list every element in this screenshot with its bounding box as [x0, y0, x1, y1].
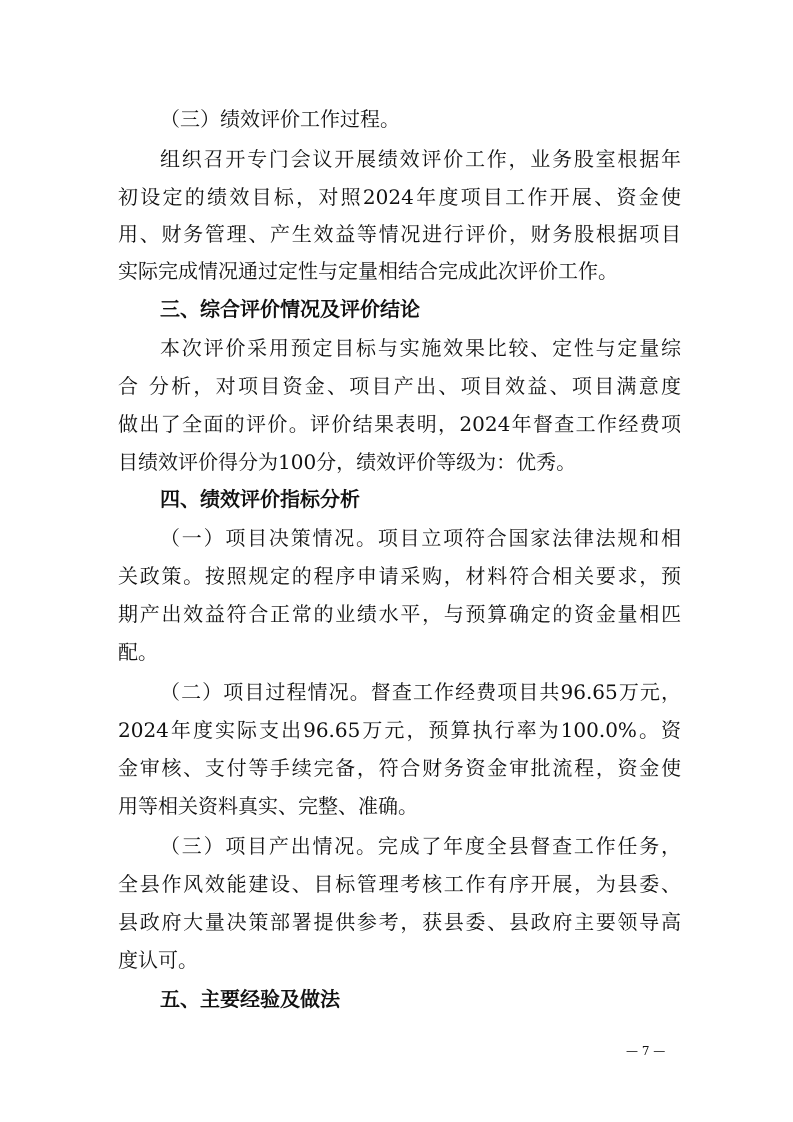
section-heading-3: 三、综合评价情况及评价结论 [160, 297, 420, 321]
paragraph-line: 组织召开专门会议开展绩效评价工作，业务股室根据年 [160, 147, 681, 171]
paragraph-line: 度认可。 [118, 948, 198, 972]
subheading-evaluation-process: （三）绩效评价工作过程。 [160, 107, 400, 131]
paragraph-line: 关政策。按照规定的程序申请采购，材料符合相关要求，预 [118, 564, 681, 588]
section-heading-4: 四、绩效评价指标分析 [160, 487, 360, 511]
paragraph-line: （一）项目决策情况。项目立项符合国家法律法规和相 [160, 526, 681, 550]
paragraph-line: （三）项目产出情况。完成了年度全县督查工作任务， [160, 834, 681, 858]
paragraph-line: 目绩效评价得分为100分，绩效评价等级为：优秀。 [118, 450, 577, 474]
paragraph-line: 实际完成情况通过定性与定量相结合完成此次评价工作。 [118, 259, 618, 283]
section-heading-5: 五、主要经验及做法 [160, 987, 340, 1011]
page-number: — 7 — [626, 1044, 666, 1058]
paragraph-line: （二）项目过程情况。督查工作经费项目共96.65万元， [160, 680, 681, 704]
paragraph-line: 县政府大量决策部署提供参考，获县委、县政府主要领导高 [118, 910, 681, 934]
paragraph-line: 2024年度实际支出96.65万元，预算执行率为100.0%。资 [118, 718, 681, 742]
paragraph-line: 做出了全面的评价。评价结果表明，2024年督查工作经费项 [118, 412, 681, 436]
paragraph-line: 本次评价采用预定目标与实施效果比较、定性与定量综 [160, 336, 681, 360]
paragraph-line: 全县作风效能建设、目标管理考核工作有序开展，为县委、 [118, 872, 681, 896]
paragraph-line: 配。 [118, 640, 158, 664]
paragraph-line: 用等相关资料真实、完整、准确。 [118, 794, 418, 818]
paragraph-line: 合 分析，对项目资金、项目产出、项目效益、项目满意度 [118, 374, 681, 398]
paragraph-line: 期产出效益符合正常的业绩水平，与预算确定的资金量相匹 [118, 602, 681, 626]
paragraph-line: 用、财务管理、产生效益等情况进行评价，财务股根据项目 [118, 222, 681, 246]
paragraph-line: 金审核、支付等手续完备，符合财务资金审批流程，资金使 [118, 756, 681, 780]
paragraph-line: 初设定的绩效目标，对照2024年度项目工作开展、资金使 [118, 185, 681, 209]
